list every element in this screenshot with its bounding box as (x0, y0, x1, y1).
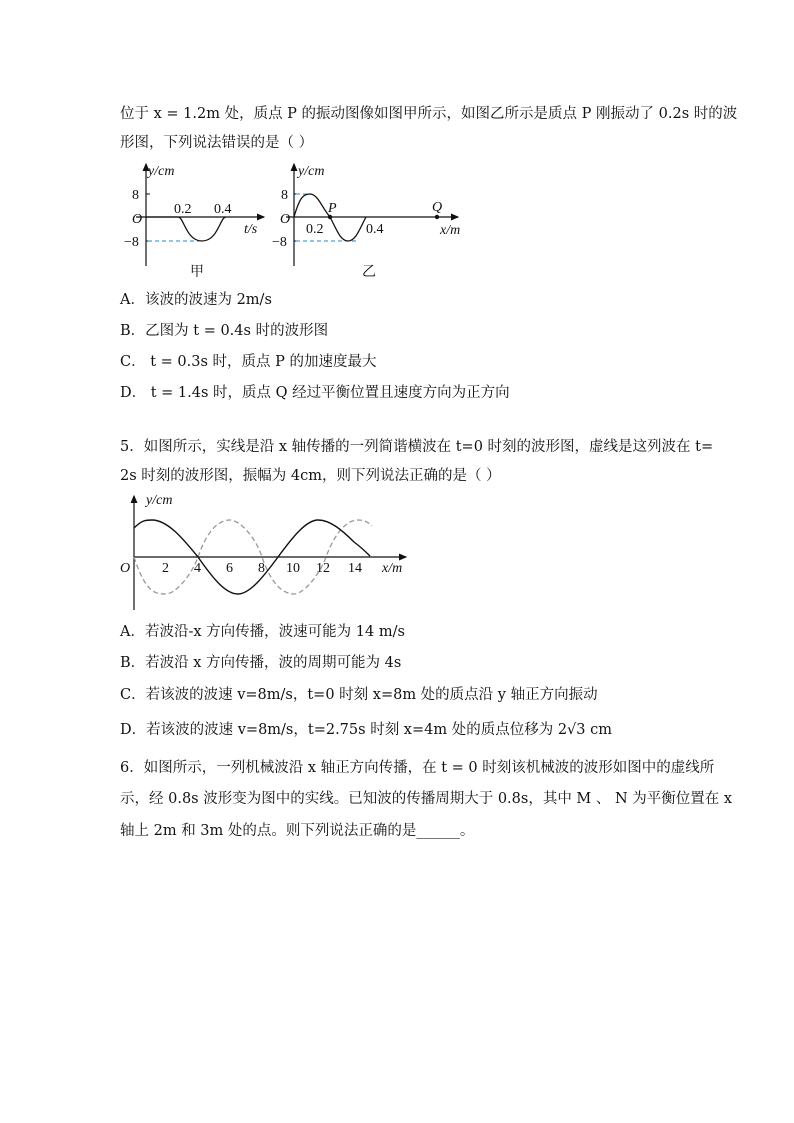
q4-option-d: D． t = 1.4s 时，质点 Q 经过平衡位置且速度方向为正方向 (120, 385, 510, 401)
q5-fig-tick-6: 6 (226, 561, 233, 576)
q5-option-b: B．若波沿 x 方向传播，波的周期可能为 4s (120, 655, 402, 671)
fig-yi-point-p: P (328, 201, 337, 216)
q5-fig-origin: O (120, 561, 131, 576)
fig-jia-x-tick-1: 0.2 (174, 202, 192, 217)
q4-option-c: C． t = 0.3s 时，质点 P 的加速度最大 (120, 354, 377, 370)
q5-fig-ylabel: y/cm (146, 493, 173, 508)
q4-intro-line2: 形图，下列说法错误的是（ ） (120, 135, 314, 151)
q5-fig-tick-4: 4 (194, 561, 201, 576)
vibration-curve (146, 217, 226, 241)
fig-jia-xlabel: t/s (244, 222, 258, 237)
fig-yi-x-tick-1: 0.2 (306, 222, 324, 237)
q4-intro-line1: 位于 x = 1.2m 处，质点 P 的振动图像如图甲所示，如图乙所示是质点 P 刚振动了 0.2s 时的波 (120, 106, 738, 122)
figure-q5-waves (116, 490, 416, 616)
q4-option-b: B．乙图为 t = 0.4s 时的波形图 (120, 323, 329, 339)
q5-stem-line2: 2s 时刻的波形图，振幅为 4cm，则下列说法正确的是（ ） (120, 468, 501, 484)
q5-stem-line1: 5．如图所示，实线是沿 x 轴传播的一列简谐横波在 t=0 时刻的波形图，虚线是这列波在 t= (120, 439, 714, 455)
fig-yi-y-tick-pos: 8 (281, 188, 288, 203)
figure-jia (116, 158, 276, 282)
fig-yi-origin: O (280, 212, 291, 227)
q5-option-c: C．若该波的波速 v=8m/s，t=0 时刻 x=8m 处的质点沿 y 轴正方向振动 (120, 687, 598, 703)
q4-option-a: A．该波的波速为 2m/s (120, 292, 272, 308)
fig-yi-caption: 乙 (362, 265, 376, 280)
q5-fig-tick-2: 2 (162, 561, 169, 576)
q5-fig-tick-12: 12 (316, 561, 330, 576)
q5-fig-tick-14: 14 (348, 561, 362, 576)
fig-yi-y-tick-neg: −8 (272, 235, 287, 250)
q5-option-d: D．若该波的波速 v=8m/s，t=2.75s 时刻 x=4m 处的质点位移为 2√3 cm (120, 722, 612, 738)
fig-jia-y-tick-neg: −8 (124, 235, 139, 250)
fig-jia-y-tick-pos: 8 (132, 188, 139, 203)
fig-jia-x-tick-2: 0.4 (214, 202, 232, 217)
q5-fig-tick-10: 10 (286, 561, 300, 576)
fig-yi-ylabel: y/cm (298, 164, 325, 179)
point-q-dot (435, 215, 439, 219)
q5-fig-xlabel: x/m (382, 561, 403, 576)
fig-jia-origin: O (132, 212, 143, 227)
q6-line3: 轴上 2m 和 3m 处的点。则下列说法正确的是______。 (120, 823, 475, 839)
q6-line2: 示，经 0.8s 波形变为图中的实线。已知波的传播周期大于 0.8s，其中 M 、 N 为平衡位置在 x (120, 791, 733, 807)
fig-jia-ylabel: y/cm (148, 164, 175, 179)
q5-option-a: A．若波沿-x 方向传播，波速可能为 14 m/s (120, 624, 405, 640)
fig-yi-point-q: Q (432, 200, 443, 215)
fig-jia-caption: 甲 (190, 265, 204, 280)
q5-fig-tick-8: 8 (258, 561, 265, 576)
q6-line1: 6．如图所示，一列机械波沿 x 轴正方向传播，在 t = 0 时刻该机械波的波形如图中的虚线所 (120, 760, 715, 776)
fig-yi-xlabel: x/m (440, 223, 461, 238)
fig-yi-x-tick-2: 0.4 (366, 222, 384, 237)
figure-yi (272, 158, 472, 282)
